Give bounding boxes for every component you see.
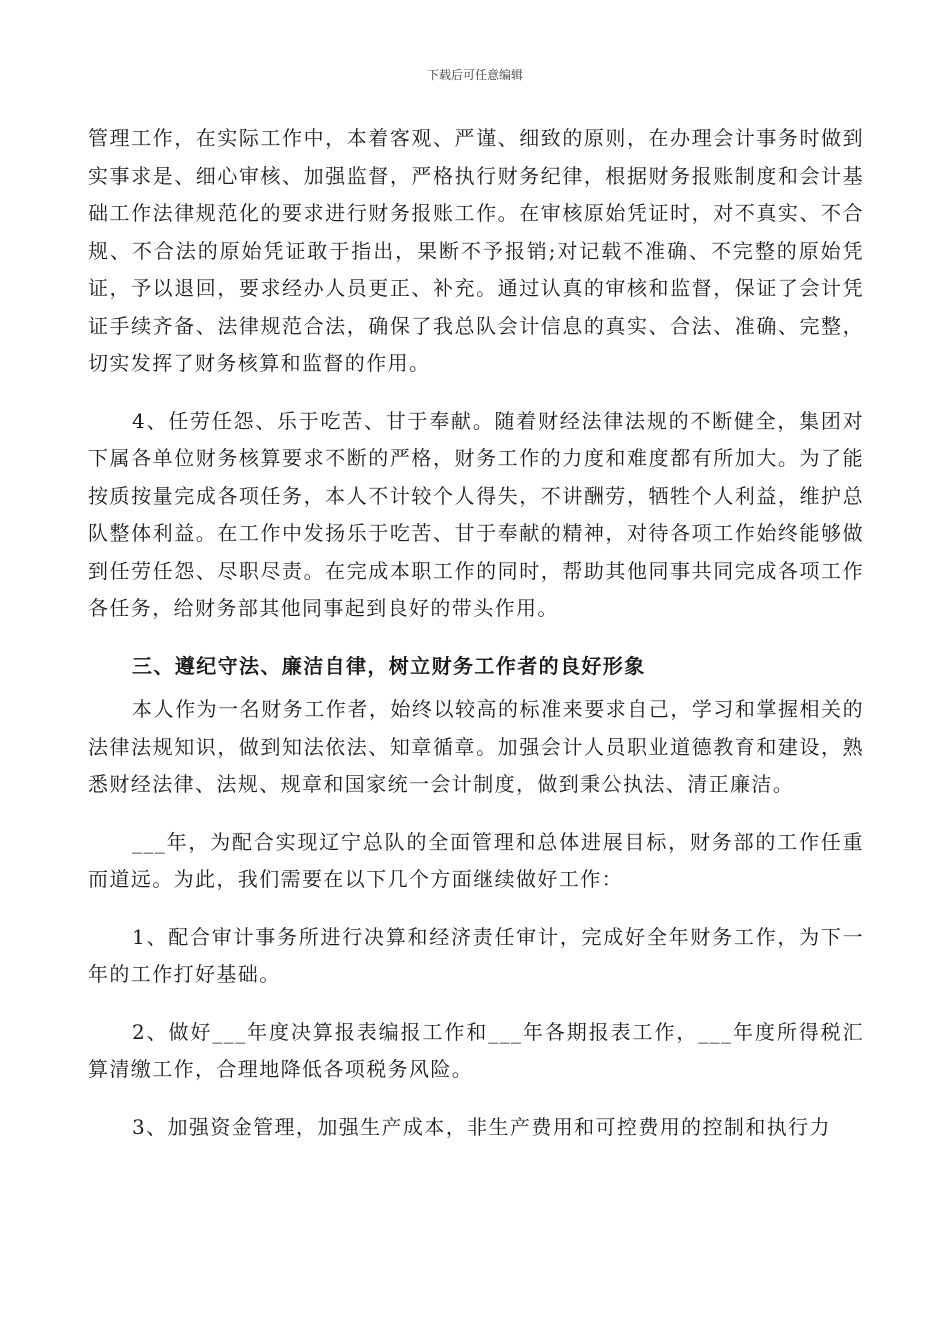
paragraph-next-year-plan: ___年，为配合实现辽宁总队的全面管理和总体进展目标，财务部的工作任重而道远。为此，我们需要在以下几个方面继续做好工作： bbox=[88, 829, 864, 891]
paragraph-plan-item-1: 1、配合审计事务所进行决算和经济责任审计，完成好全年财务工作，为下一年的工作打好基础。 bbox=[88, 924, 864, 986]
paragraph-plan-item-3: 3、加强资金管理，加强生产成本，非生产费用和可控费用的控制和执行力 bbox=[132, 1114, 831, 1139]
paragraph-point-4: 4、任劳任怨、乐于吃苦、甘于奉献。随着财经法律法规的不断健全，集团对下属各单位财务核算要求不断的严格，财务工作的力度和难度都有所加大。为了能按质按量完成各项任务，本人不计较个人得失，不讲酬劳，牺牲个人利益，维护总队整体利益。在工作中发扬乐于吃苦、甘于奉献的精神，对待各项工作始终能够做到任劳任怨、尽职尽责。在完成本职工作的同时，帮助其他同事共同完成各项工作各任务，给财务部其他同事起到良好的带头作用。 bbox=[88, 408, 864, 620]
section-heading-3: 三、遵纪守法、廉洁自律，树立财务工作者的良好形象 bbox=[132, 653, 646, 678]
page-header-note: 下载后可任意编辑 bbox=[426, 68, 523, 82]
paragraph-plan-item-2: 2、做好___年度决算报表编报工作和___年各期报表工作，___年度所得税汇算清缴工作，合理地降低各项税务风险。 bbox=[88, 1019, 864, 1081]
paragraph-accounting-review: 管理工作，在实际工作中，本着客观、严谨、细致的原则，在办理会计事务时做到实事求是、细心审核、加强监督，严格执行财务纪律，根据财务报账制度和会计基础工作法律规范化的要求进行财务报账工作。在审核原始凭证时，对不真实、不合规、不合法的原始凭证敢于指出，果断不予报销;对记载不准确、不完整的原始凭证，予以退回，要求经办人员更正、补充。通过认真的审核和监督，保证了会计凭证手续齐备、法律规范合法，确保了我总队会计信息的真实、合法、准确、完整，切实发挥了财务核算和监督的作用。 bbox=[88, 126, 864, 375]
document-body bbox=[88, 120, 864, 1146]
paragraph-self-discipline: 本人作为一名财务工作者，始终以较高的标准来要求自己，学习和掌握相关的法律法规知识，做到知法依法、知章循章。加强会计人员职业道德教育和建设，熟悉财经法律、法规、规章和国家统一会计制度，做到秉公执法、清正廉洁。 bbox=[88, 697, 864, 796]
